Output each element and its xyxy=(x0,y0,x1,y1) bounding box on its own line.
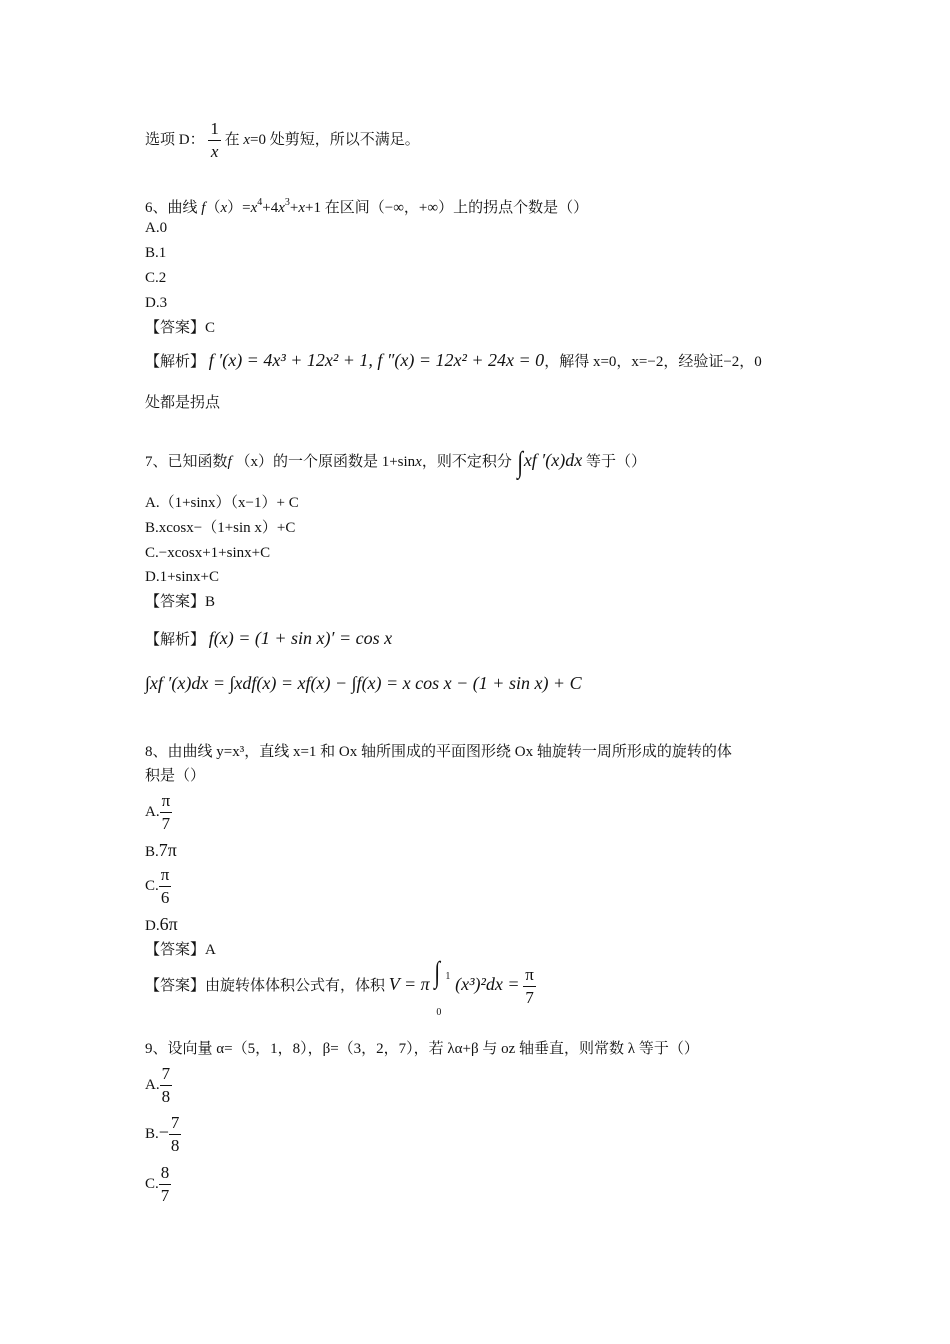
q8-option-b xyxy=(145,840,177,862)
q8-option-a-num: π xyxy=(161,791,171,810)
q9-option-a xyxy=(145,1063,172,1108)
q6-analysis xyxy=(145,350,762,372)
q9-option-c-den: 7 xyxy=(160,1186,170,1205)
q7-answer: 【答案】B xyxy=(145,594,216,610)
q7-stem-c: ，则不定积分 xyxy=(421,454,512,470)
q8-analysis-label: 【答案】 xyxy=(145,977,206,994)
q8-stem-line-2: 积是（） xyxy=(145,768,206,784)
integral-sign-icon: ∫ xyxy=(434,955,441,989)
q6-analysis-formula: f ′(x) = 4x³ + 12x² + 1, f ″(x) = 12x² + 24x = 0 xyxy=(208,350,545,370)
q8-option-c-fraction xyxy=(159,864,172,909)
q7-option-b: B.xcosx−（1+sin x）+C xyxy=(145,520,296,536)
q8-integral-lower: 0 xyxy=(436,1006,442,1018)
q6-f: f xyxy=(201,200,206,216)
q8-definite-integral xyxy=(433,955,451,1018)
q6-x4: x xyxy=(250,200,258,216)
q9-option-b-sign: − xyxy=(158,1121,169,1142)
q8-option-b-label: B. xyxy=(145,844,159,860)
q6-stem-d: +4 xyxy=(262,200,279,216)
q7-analysis xyxy=(145,628,392,650)
q6-stem-a: 6、曲线 xyxy=(145,200,202,216)
q9-option-c-num: 8 xyxy=(160,1163,170,1182)
q6-stem xyxy=(145,193,588,218)
q9-stem: 9、设向量 α=（5，1，8），β=（3，2，7），若 λα+β 与 oz 轴垂直，则常数 λ 等于（） xyxy=(145,1041,699,1057)
q6-stem-c: ）= xyxy=(227,200,251,216)
q6-analysis-text: ，解得 x=0，x=−2，经验证−2，0 xyxy=(544,354,762,370)
q9-option-b-num: 7 xyxy=(170,1113,180,1132)
q8-answer: 【答案】A xyxy=(145,942,216,958)
q6-option-b: B.1 xyxy=(145,245,167,261)
q9-option-a-den: 8 xyxy=(161,1087,171,1106)
q7-option-a: A.（1+sinx）（x−1）+ C xyxy=(145,495,299,511)
option-d-note xyxy=(145,118,420,163)
q8-analysis xyxy=(145,955,536,1018)
fraction-numerator: 1 xyxy=(210,119,219,138)
q7-formula-1: f(x) = (1 + sin x)′ = cos x xyxy=(208,628,393,648)
q8-option-c-num: π xyxy=(160,865,170,884)
q8-result-den: 7 xyxy=(523,986,536,1009)
q9-option-a-num: 7 xyxy=(161,1064,171,1083)
q8-analysis-text: 由旋转体体积公式有，体积 xyxy=(205,977,386,994)
q6-exp3: 3 xyxy=(284,197,290,208)
q7-analysis-label: 【解析】 xyxy=(145,632,206,648)
q6-option-a: A.0 xyxy=(145,220,168,236)
q8-option-c-den: 6 xyxy=(159,886,172,909)
q8-option-c xyxy=(145,864,171,909)
q8-option-a-fraction xyxy=(160,790,173,835)
q6-answer: 【答案】C xyxy=(145,320,216,336)
q7-stem xyxy=(145,446,646,479)
q9-option-b xyxy=(145,1112,181,1157)
q7-formula-2: ∫xf ′(x)dx = ∫xdf(x) = xf(x) − ∫f(x) = x cos x − (1 + sin x) + C xyxy=(145,673,582,693)
q6-analysis-continued: 处都是拐点 xyxy=(145,395,221,411)
q8-option-d-value: 6π xyxy=(159,914,178,934)
q6-stem-e: + xyxy=(289,200,299,216)
q6-analysis-label: 【解析】 xyxy=(145,354,206,370)
q6-exp4: 4 xyxy=(257,197,263,208)
q7-x: x xyxy=(415,454,422,470)
q6-x1: x xyxy=(298,200,306,216)
q9-option-b-fraction xyxy=(169,1112,182,1157)
q7-option-d: D.1+sinx+C xyxy=(145,569,220,585)
option-d-var: x xyxy=(243,131,251,148)
q8-option-a-den: 7 xyxy=(160,812,173,835)
q6-option-c: C.2 xyxy=(145,270,167,286)
q9-option-c-label: C. xyxy=(145,1175,159,1192)
q9-option-c-fraction xyxy=(159,1162,172,1207)
q7-f: f xyxy=(227,454,232,470)
fraction-one-over-x xyxy=(208,118,221,163)
q9-option-b-den: 8 xyxy=(170,1136,180,1155)
q8-option-c-label: C. xyxy=(145,877,159,894)
q6-x: x xyxy=(220,200,228,216)
q7-integrand: xf ′(x)dx xyxy=(523,450,583,470)
q6-stem-b: （ xyxy=(205,200,221,216)
q8-stem-line-1: 8、由曲线 y=x³，直线 x=1 和 Ox 轴所围成的平面图形绕 Ox 轴旋转一周所形成的旋转的体 xyxy=(145,744,732,760)
q6-option-d: D.3 xyxy=(145,295,168,311)
q9-option-c xyxy=(145,1162,171,1207)
q9-option-a-label: A. xyxy=(145,1076,160,1093)
q7-formula-2-line xyxy=(145,673,582,695)
q7-stem-d: 等于（） xyxy=(585,454,646,470)
q7-stem-b: （x）的一个原函数是 1+sin xyxy=(235,454,416,470)
q8-option-a-label: A. xyxy=(145,803,160,820)
integral-sign-icon: ∫ xyxy=(516,446,523,479)
q8-result-num: π xyxy=(525,965,534,984)
q6-x3: x xyxy=(278,200,285,216)
q6-stem-f: +1 在区间（−∞，+∞）上的拐点个数是（） xyxy=(305,200,589,216)
q8-option-d-label: D. xyxy=(145,918,160,934)
option-d-prefix: 选项 D： xyxy=(145,131,205,148)
option-d-text-a: 在 xyxy=(224,131,244,148)
q8-result-fraction xyxy=(523,964,536,1009)
q8-option-b-value: 7π xyxy=(158,840,177,860)
option-d-text-b: =0 处剪短，所以不满足。 xyxy=(250,131,420,148)
q9-option-b-label: B. xyxy=(145,1125,159,1142)
fraction-denominator: x xyxy=(208,140,221,163)
q7-stem-a: 7、已知函数 xyxy=(145,454,228,470)
q8-formula-lhs: V = π xyxy=(388,973,430,994)
q8-integral-upper: 1 xyxy=(445,970,451,982)
q8-formula-mid: (x³)²dx = xyxy=(455,973,520,994)
q9-option-a-fraction xyxy=(160,1063,173,1108)
q7-option-c: C.−xcosx+1+sinx+C xyxy=(145,545,271,561)
q8-option-d xyxy=(145,914,178,936)
q8-option-a xyxy=(145,790,172,835)
